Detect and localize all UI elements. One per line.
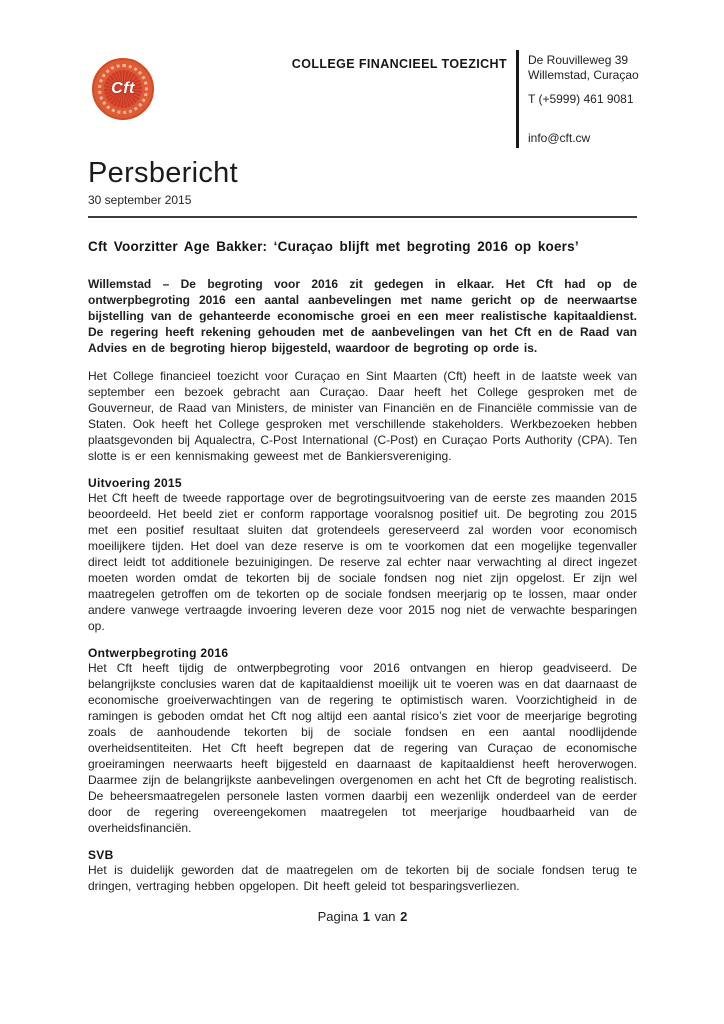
header-divider [516,50,519,148]
document-date: 30 september 2015 [88,192,192,207]
section-uitvoering-2015 [88,476,637,634]
document-content [88,158,637,924]
section-ontwerpbegroting-2016 [88,646,637,836]
header-rule [88,216,637,218]
section-heading-ontwerpbegroting-2016: Ontwerpbegroting 2016 [88,645,229,660]
section-body-ontwerpbegroting-2016: Het Cft heeft tijdig de ontwerpbegroting voor 2016 ontvangen en hierop geadviseerd. De belangrijkste conclusies waren dat de kapitaaldienst moeilijk uit te voeren was en dat daarnaast de economische groeiverwachtingen van de regering te optimistisch waren. Voorzichtigheid in de ramingen is geboden omdat het Cft nog altijd een aantal risico’s ziet voor de meerjarige begroting zoals de aanhoudende tekorten bij de sociale fondsen en een aantal noodlijdende overheidsentiteiten. Het Cft heeft begrepen dat de regering van Curaçao de economische groeiramingen neerwaarts heeft bijgesteld en daarnaast de kapitaaldienst heeft heroverwogen. Daarmee zijn de belangrijkste aanbevelingen overgenomen en acht het Cft de begroting realistisch. De beheersmaatregelen personele lasten vormen daarbij een wezenlijk onderdeel van de eerder door de regering overeengekomen maatregelen tot meerjarige houdbaarheid van de overheidsfinanciën. [88,660,637,835]
section-body-svb: Het is duidelijk geworden dat de maatregelen om de tekorten bij de sociale fondsen terug te dringen, vertraging hebben opgelopen. Dit heeft geleid tot besparingsverliezen. [88,862,637,893]
cft-logo [92,58,154,120]
section-heading-svb: SVB [88,847,114,862]
footer-label-pagina: Pagina [317,908,359,924]
section-heading-uitvoering-2015: Uitvoering 2015 [88,475,182,490]
section-body-uitvoering-2015: Het Cft heeft de tweede rapportage over de begrotingsuitvoering van de eerste zes maanden 2015 beoordeeld. Het beeld ziet er conform rapportage vooralsnog positief uit. De begroting zou 2015 met een positief resultaat sluiten dat grotendeels gereserveerd zal worden voor economisch moeilijkere tijden. Het doel van deze reserve is om te voorkomen dat een mogelijke tegenvaller direct leidt tot additionele bezuinigingen. De reserve zal echter naar verwachting al direct ingezet moeten worden omdat de tekorten bij de sociale fondsen nog niet zijn opgelost. Er zijn wel maatregelen getroffen om de tekorten op de sociale fondsen meerjarig op te lossen, maar onder andere vanwege vertraagde invoering leveren deze voor 2015 nog niet de verwachte besparingen op. [88,490,637,633]
org-name: COLLEGE FINANCIEEL TOEZICHT [291,57,507,71]
logo-text: Cft [111,80,135,97]
address-line-1: De Rouvilleweg 39 [528,53,629,67]
page-footer [88,909,637,924]
footer-total-pages: 2 [400,908,408,924]
contact-block [528,53,639,146]
lead-paragraph: Willemstad – De begroting voor 2016 zit gedegen in elkaar. Het Cft had op de ontwerpbegroting 2016 een aantal aanbevelingen met name gericht op de neerwaartse bijstelling van de gehanteerde economische groei en een meer realistische kapitaaldienst. De regering heeft rekening gehouden met de aanbevelingen van het Cft en de Raad van Advies en de begroting hierop bijgesteld, waardoor de begroting op orde is. [88,276,637,355]
email-address: info@cft.cw [528,131,591,145]
body-paragraph: Het College financieel toezicht voor Curaçao en Sint Maarten (Cft) heeft in de laatste week van september een bezoek gebracht aan Curaçao. Daar heeft het College gesproken met de Gouverneur, de Raad van Ministers, de minister van Financiën en de Financiële commissie van de Staten. Ook heeft het College gesproken met verschillende stakeholders. Werkbezoeken hebben plaatsgevonden bij Aqualectra, C-Post International (C-Post) en Curaçao Ports Authority (CPA). Ten slotte is er een kennismaking geweest met de Bankiersvereniging. [88,368,637,463]
footer-page-number: 1 [362,908,370,924]
section-svb [88,848,637,894]
phone-number: T (+5999) 461 9081 [528,92,634,106]
document-type-heading: Persbericht [88,157,238,189]
press-release-title: Cft Voorzitter Age Bakker: ‘Curaçao blijft met begroting 2016 op koers’ [88,238,579,254]
address-line-2: Willemstad, Curaçao [528,68,639,82]
footer-label-van: van [374,908,396,924]
cft-seal-icon [104,70,142,108]
